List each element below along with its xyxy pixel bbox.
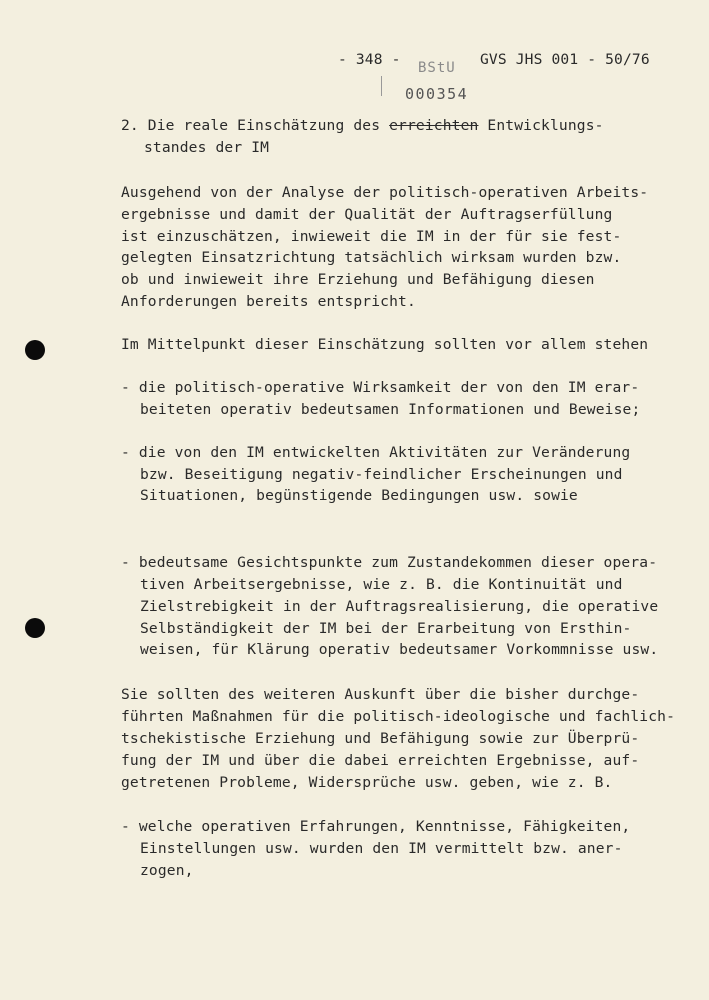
bullet3-line-5: weisen, für Klärung operativ bedeutsamer Vorkommnisse usw. [140, 641, 659, 658]
bullet1-line-1: - die politisch-operative Wirksamkeit der von den IM erar- [121, 379, 640, 396]
title-part-a: 2. Die reale Einschätzung des [121, 117, 390, 134]
punch-hole-bottom [25, 618, 45, 638]
p1-line-6: Anforderungen bereits entspricht. [121, 293, 416, 310]
p3-line-4: fung der IM und über die dabei erreichten Ergebnisse, auf- [121, 752, 640, 769]
p1-line-5: ob und inwieweit ihre Erziehung und Befähigung diesen [121, 271, 595, 288]
bullet4-line-1: - welche operativen Erfahrungen, Kenntnisse, Fähigkeiten, [121, 818, 631, 835]
document-reference: GVS JHS 001 - 50/76 [480, 51, 650, 68]
stamp-divider [381, 76, 382, 96]
bullet3-line-1: - bedeutsame Gesichtspunkte zum Zustandekommen dieser opera- [121, 554, 658, 571]
p1-line-2: ergebnisse und damit der Qualität der Auftragserfüllung [121, 206, 613, 223]
p1-line-3: ist einzuschätzen, inwieweit die IM in der für sie fest- [121, 228, 622, 245]
archive-stamp-number: 000354 [405, 85, 469, 103]
section-title-line-1 [121, 117, 604, 135]
bullet2-line-2: bzw. Beseitigung negativ-feindlicher Erscheinungen und [140, 466, 623, 483]
bullet1-line-2: beiteten operativ bedeutsamen Informationen und Beweise; [140, 401, 641, 418]
bullet4-line-3: zogen, [140, 862, 194, 879]
bullet3-line-3: Zielstrebigkeit in der Auftragsrealisierung, die operative [140, 598, 659, 615]
page-number: - 348 - [338, 51, 401, 68]
p1-line-1: Ausgehend von der Analyse der politisch-operativen Arbeits- [121, 184, 649, 201]
bullet2-line-3: Situationen, begünstigende Bedingungen usw. sowie [140, 487, 578, 504]
bullet3-line-2: tiven Arbeitsergebnisse, wie z. B. die Kontinuität und [140, 576, 623, 593]
p3-line-2: führten Maßnahmen für die politisch-ideologische und fachlich- [121, 708, 676, 725]
p2-line: Im Mittelpunkt dieser Einschätzung sollten vor allem stehen [121, 336, 649, 353]
p3-line-3: tschekistische Erziehung und Befähigung sowie zur Überprü- [121, 730, 640, 747]
title-struck-word: erreichten [389, 117, 479, 134]
section-title-line-2: standes der IM [144, 139, 270, 156]
p1-line-4: gelegten Einsatzrichtung tatsächlich wirksam wurden bzw. [121, 249, 622, 266]
bullet4-line-2: Einstellungen usw. wurden den IM vermittelt bzw. aner- [140, 840, 623, 857]
p3-line-1: Sie sollten des weiteren Auskunft über die bisher durchge- [121, 686, 640, 703]
p3-line-5: getretenen Probleme, Widersprüche usw. geben, wie z. B. [121, 774, 613, 791]
title-part-b: Entwicklungs- [478, 117, 604, 134]
punch-hole-top [25, 340, 45, 360]
bullet2-line-1: - die von den IM entwickelten Aktivitäten zur Veränderung [121, 444, 631, 461]
bullet3-line-4: Selbständigkeit der IM bei der Erarbeitung von Ersthin- [140, 620, 632, 637]
archive-stamp-label: BStU [418, 60, 456, 76]
